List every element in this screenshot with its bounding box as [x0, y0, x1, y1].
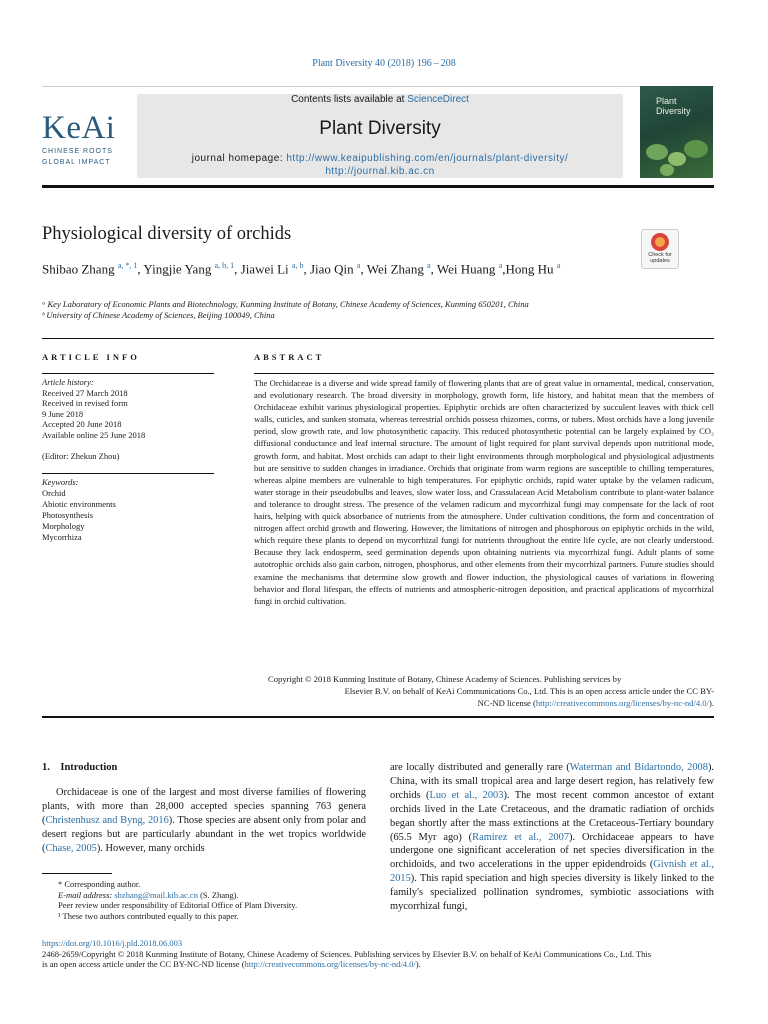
history-item: Received 27 March 2018 — [42, 387, 128, 398]
article-history — [42, 377, 145, 441]
author-affiliation-marker[interactable]: a, b — [291, 261, 304, 270]
footer-license-prefix: is an open access article under the CC BY-NC-ND license ( — [42, 959, 245, 969]
equal-contribution-note: ¹ These two authors contributed equally to this paper. — [58, 910, 239, 921]
body-text: ). Those species are absent only from polar and desert regions but are particularly abundant in the wet tropics worldwide ( — [42, 814, 366, 854]
body-text: ). The most recent common ancestor of extant orchids lived in the Late Cretaceous, and the dramatic radiation of orchids began shortly after the mass extinctions at the Cretaceous-Tertiary boundary (65.5 Myr ago) ( — [390, 789, 714, 843]
peer-review-note: Peer review under responsibility of Editorial Office of Plant Diversity. — [58, 900, 298, 910]
citation-link[interactable]: Christenhusz and Byng, 2016 — [45, 814, 169, 826]
keyword: Morphology — [42, 521, 85, 531]
article-info-heading: ARTICLE INFO — [42, 352, 140, 362]
keywords-label: Keywords: — [42, 477, 79, 487]
homepage-link-2[interactable]: http://journal.kib.ac.cn — [325, 166, 435, 177]
citation-link[interactable]: Waterman and Bidartondo, 2008 — [569, 762, 708, 773]
history-item: 9 June 2018 — [42, 408, 84, 419]
author-affiliation-marker[interactable]: a, b, 1 — [214, 261, 235, 270]
check-label-1: Check for — [648, 252, 672, 258]
affiliation-a: ᵃ Key Laboratory of Economic Plants and Biotechnology, Kunming Institute of Botany, Chinese Academy of Sciences, Kunming 650201, China — [42, 299, 529, 309]
copyright-suffix: ). — [708, 698, 714, 709]
footnotes — [42, 879, 297, 921]
body-text: ). Orchidaceae appears to have undergone one significant acceleration of net species diversification in the orchidoids, and two accelerations in the upper epidendroids ( — [390, 831, 714, 871]
citation-link[interactable]: Chase, 2005 — [45, 842, 97, 854]
divider — [254, 373, 714, 374]
header-divider — [42, 185, 714, 188]
author-affiliation-marker[interactable]: a, *, 1 — [117, 261, 138, 270]
section-heading: 1. Introduction — [42, 762, 118, 773]
journal-citation[interactable]: Plant Diversity 40 (2018) 196 – 208 — [312, 58, 456, 69]
keywords — [42, 477, 116, 543]
body-text: are locally distributed and generally rare ( — [390, 762, 570, 773]
email-note — [42, 890, 297, 901]
abstract-text: The Orchidaceae is a diverse and wide spread family of flowering plants that are of great value in ornamental, medical, conservation, and evolutionary research. The broad diversity in morphology, growth form, life history, and habitat mean that the members of Orchidaceae exhibit various physiological properties. Epiphytic orchids are often characterized by succulent leaves with thick cell walls, cuticles, and sunken stomata, whereas terrestrial orchids possess rhizomes, corms, or tubers. Most orchids have a long juvenile period, slow growth rate, and low photosynthetic capacity. This reduced photosynthetic potential can be largely explained by CO₂ diffusional conductance and leaf internal structure. The amount of light required for plant survival depends upon nutritional mode, growth form, and habitat. Most orchids can adapt to their light environments through morphological and physiological adjustments but are sensitive to sudden changes in irradiance. Orchids that originate from warm regions are susceptible to chilling temperatures, whereas alpine members are vulnerable to high temperatures. For epiphytic orchids, rapid water uptake by the velamen radicum, water storage in their pseudobulbs and leaves, slow water loss, and Crassulacean Acid Metabolism contribute to plant-water balance and tolerance to drought stress. The presence of the velamen radicum and mycorrhizal fungi may compensate for the lack of root hairs, helping with quick absorbance of nutrients from the atmosphere. Under cultivation conditions, the form and concentration of nitrogen affect orchid growth and flowering. However, the limitations of nitrogen and phosphorous on epiphytic orchids in the wild, which require these plants to depend on mycorrhizal fungi for nutrients throughout the entire life cycle, are not clearly understood. Because they lack endosperm, seed germination depends upon obtaining nutrients via mycorrhizal fungi. Adult plants of some autotrophic orchids also gain carbon, nitrogen, phosphorus, and other elements from their mycorrhizal partners. Future studies should examine the mechanisms that determine slow growth and flower induction, the physiological causes of variations in flowering behavior and floral lifespan, the effects of nutrients and atmospheric-nitrogen deposition, and practical applications of mycorrhizal fungi in orchid cultivation. — [254, 378, 714, 606]
author-name[interactable]: Wei Zhang — [366, 261, 424, 277]
divider — [42, 338, 714, 339]
author-name[interactable]: Shibao Zhang — [42, 261, 115, 277]
sciencedirect-link[interactable]: ScienceDirect — [407, 94, 469, 105]
footer-license-link[interactable]: http://creativecommons.org/licenses/by-nc-nd/4.0/ — [244, 959, 416, 969]
publisher-logo[interactable] — [42, 112, 132, 167]
history-item: Accepted 20 June 2018 — [42, 419, 122, 430]
body-text: ). However, many orchids — [96, 842, 205, 854]
email-suffix: (S. Zhang). — [197, 889, 239, 900]
footer-license — [42, 959, 714, 970]
author-name[interactable]: Yingjie Yang — [143, 261, 212, 277]
body-text: Orchidaceae is one of the largest and most diverse families of flowering plants, with more than 28,000 accepted species spanning 763 genera ( — [42, 787, 366, 826]
history-label: Article history: — [42, 377, 94, 387]
keyword: Photosynthesis — [42, 510, 94, 520]
contents-line — [137, 94, 623, 105]
crossmark-icon — [651, 233, 669, 251]
body-column-right — [390, 761, 714, 914]
body-column-left — [42, 786, 366, 856]
license-link[interactable]: http://creativecommons.org/licenses/by-nc-nd/4.0/ — [535, 698, 709, 709]
divider — [42, 86, 714, 87]
abstract-copyright — [254, 673, 714, 709]
article-footer — [42, 938, 714, 970]
author-name[interactable]: Hong Hu — [505, 261, 554, 277]
author-name[interactable]: Wei Huang — [436, 261, 496, 277]
copyright-line-2: Elsevier B.V. on behalf of KeAi Communications Co., Ltd. This is an open access article under the CC BY- — [344, 686, 714, 697]
logo-wordmark: KeAi — [42, 110, 116, 146]
cover-title-1: Plant — [656, 96, 677, 106]
doi-link[interactable]: https://doi.org/10.1016/j.pld.2018.06.003 — [42, 938, 183, 948]
corresponding-author-note: * Corresponding author. — [58, 879, 141, 889]
journal-name: Plant Diversity — [319, 118, 441, 139]
keyword: Orchid — [42, 488, 66, 498]
journal-cover-image[interactable] — [640, 86, 713, 178]
copyright-line-3 — [254, 697, 714, 709]
footnote-divider — [42, 873, 112, 874]
citation-link[interactable]: Ramírez et al., 2007 — [472, 831, 570, 843]
email-label: E-mail address: — [58, 889, 115, 900]
history-item: Received in revised form — [42, 398, 128, 409]
author-affiliation-marker[interactable]: a — [498, 261, 503, 270]
author-affiliation-marker[interactable]: a — [356, 261, 361, 270]
divider — [42, 716, 714, 718]
divider — [42, 473, 214, 474]
author-affiliation-marker[interactable]: a — [427, 261, 431, 270]
copyright-prefix: NC-ND license ( — [477, 698, 536, 709]
divider — [42, 373, 214, 374]
editor-note: (Editor: Zhekun Zhou) — [42, 451, 120, 461]
homepage-label: journal homepage: — [191, 153, 287, 164]
logo-tagline-2: GLOBAL IMPACT — [42, 159, 111, 166]
footer-copyright: 2468-2659/Copyright © 2018 Kunming Institute of Botany, Chinese Academy of Sciences. Publishing services by Elsevier B.V. on behalf of KeAi Communications Co., Ltd. This — [42, 948, 652, 959]
check-for-updates-button[interactable] — [641, 229, 679, 269]
logo-tagline-1: CHINESE ROOTS — [42, 148, 113, 155]
author-name[interactable]: Jiao Qin — [309, 261, 354, 277]
affiliations — [42, 299, 529, 321]
citation-link[interactable]: Luo et al., 2003 — [429, 789, 504, 801]
journal-homepage — [137, 152, 623, 178]
body-text: ). This rapid speciation and high species diversity is likely linked to the family's specialized pollination syndromes, symbiotic associations with mycorrhizal fungi, — [390, 873, 714, 913]
author-list: Shibao Zhang $^{a, *, 1}$, Yingjie Yang $^{a, b, 1}$, Jiawei Li $^{a, b}$, Jiao Qin $^a$, Wei Zhang $^a$, Wei Huang $^a$,Hong Hu $^a$ — [42, 261, 561, 277]
homepage-link-1[interactable]: http://www.keaipublishing.com/en/journals/plant-diversity/ — [286, 153, 569, 164]
email-link[interactable]: sbzhang@mail.kib.ac.cn — [114, 889, 198, 900]
footer-license-suffix: ). — [415, 959, 421, 969]
abstract-heading: ABSTRACT — [254, 352, 325, 362]
keyword: Mycorrhiza — [42, 532, 82, 542]
history-item: Available online 25 June 2018 — [42, 429, 146, 440]
author-name[interactable]: Jiawei Li — [240, 261, 289, 277]
affiliation-b: ᵇ University of Chinese Academy of Sciences, Beijing 100049, China — [42, 310, 275, 320]
check-label-2: updates — [650, 258, 670, 264]
copyright-line-1: Copyright © 2018 Kunming Institute of Botany, Chinese Academy of Sciences. Publishing services by — [268, 674, 622, 684]
cover-title-2: Diversity — [656, 106, 691, 116]
keyword: Abiotic environments — [42, 499, 116, 509]
citation-link[interactable]: Givnish et al., 2015 — [390, 859, 714, 885]
article-title: Physiological diversity of orchids — [42, 224, 292, 244]
body-text: ). China, with its small tropical area and large desert region, has relatively few orchids ( — [390, 762, 714, 801]
author-affiliation-marker[interactable]: a — [556, 261, 561, 270]
contents-prefix: Contents lists available at — [291, 94, 408, 105]
